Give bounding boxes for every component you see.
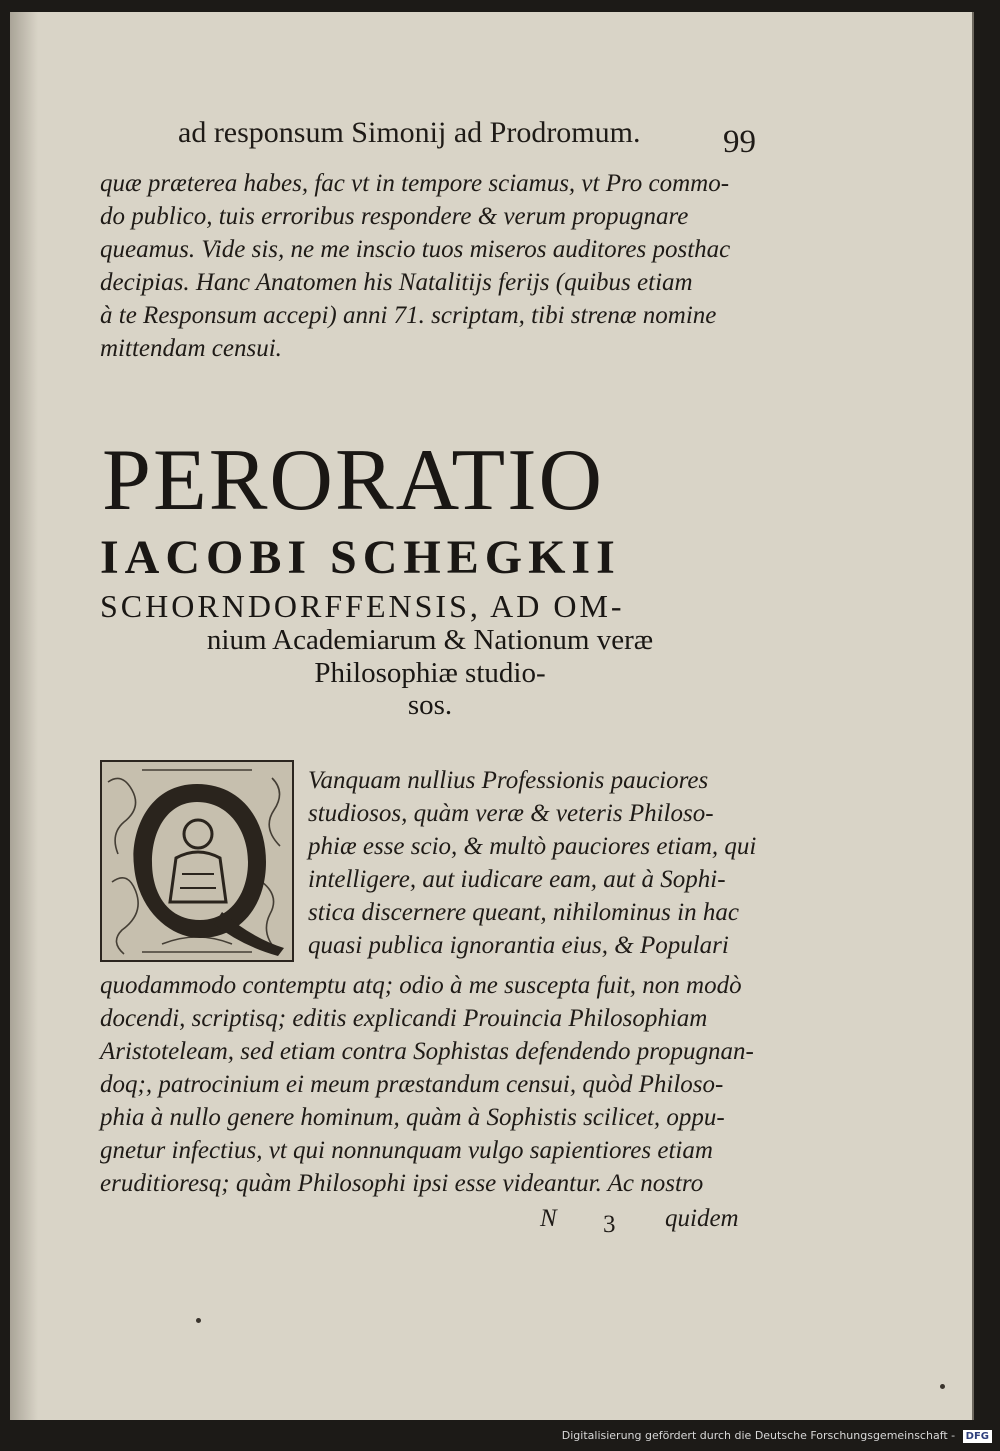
title-author: IACOBI SCHEGKII bbox=[100, 531, 621, 584]
dfg-logo-icon[interactable]: DFG bbox=[963, 1430, 992, 1443]
title-subline: sos. bbox=[407, 689, 453, 721]
text-line: Vanquam nullius Professionis pauciores bbox=[308, 767, 709, 794]
text-line: quodammodo contemptu atq; odio à me suscepta fuit, non modò bbox=[100, 972, 742, 999]
text-line: eruditioresq; quàm Philosophi ipsi esse videantur. Ac nostro bbox=[100, 1170, 704, 1197]
paper-speck bbox=[196, 1318, 201, 1323]
text-line: quasi publica ignorantia eius, & Populari bbox=[308, 932, 729, 959]
signature-number: 3 bbox=[603, 1211, 616, 1238]
catchword: quidem bbox=[665, 1205, 739, 1232]
footer-credit: Digitalisierung gefördert durch die Deutsche Forschungsgemeinschaft - bbox=[561, 1429, 956, 1442]
intro-paragraph bbox=[100, 167, 760, 365]
text-line: phia à nullo genere hominum, quàm à Sophistis scilicet, oppu- bbox=[100, 1104, 725, 1131]
running-head: ad responsum Simonij ad Prodromum. bbox=[178, 116, 641, 149]
body-paragraph-start bbox=[308, 764, 768, 962]
title-subline: Philosophiæ studio- bbox=[314, 657, 546, 689]
text-line: queamus. Vide sis, ne me inscio tuos miseros auditores posthac bbox=[100, 236, 731, 263]
decorated-initial-icon bbox=[100, 760, 294, 962]
text-line: phiæ esse scio, & multò pauciores etiam, qui bbox=[308, 833, 757, 860]
text-line: doq;, patrocinium ei meum præstandum censui, quòd Philoso- bbox=[100, 1071, 724, 1098]
gutter-shadow bbox=[10, 12, 38, 1420]
title-heading: PERORATIO bbox=[102, 432, 605, 529]
text-line: intelligere, aut iudicare eam, aut à Sophi- bbox=[308, 866, 726, 893]
book-page bbox=[10, 12, 974, 1420]
text-line: mittendam censui. bbox=[100, 335, 282, 362]
paper-speck bbox=[940, 1384, 945, 1389]
text-line: studiosos, quàm veræ & veteris Philoso- bbox=[308, 800, 714, 827]
text-line: gnetur infectius, vt qui nonnunquam vulgo sapientiores etiam bbox=[100, 1137, 713, 1164]
text-line: stica discernere queant, nihilominus in hac bbox=[308, 899, 739, 926]
woodcut-initial-q-icon bbox=[102, 762, 292, 960]
signature-letter: N bbox=[540, 1205, 557, 1232]
page-header bbox=[178, 116, 778, 160]
page-number: 99 bbox=[723, 124, 756, 160]
text-line: docendi, scriptisq; editis explicandi Prouincia Philosophiam bbox=[100, 1005, 708, 1032]
text-line: decipias. Hanc Anatomen his Natalitijs ferijs (quibus etiam bbox=[100, 269, 693, 296]
body-paragraph-continued bbox=[100, 969, 760, 1200]
text-line: à te Responsum accepi) anni 71. scriptam, tibi strenæ nomine bbox=[100, 302, 717, 329]
title-origin: SCHORNDORFFENSIS, AD OM- bbox=[100, 588, 625, 624]
text-line: Aristoteleam, sed etiam contra Sophistas defendendo propugnan- bbox=[100, 1038, 754, 1065]
text-line: quæ præterea habes, fac vt in tempore sciamus, vt Pro commo- bbox=[100, 170, 730, 197]
text-line: do publico, tuis erroribus respondere & verum propugnare bbox=[100, 203, 689, 230]
title-subline: nium Academiarum & Nationum veræ bbox=[206, 624, 654, 656]
digitization-footer bbox=[562, 1429, 992, 1443]
